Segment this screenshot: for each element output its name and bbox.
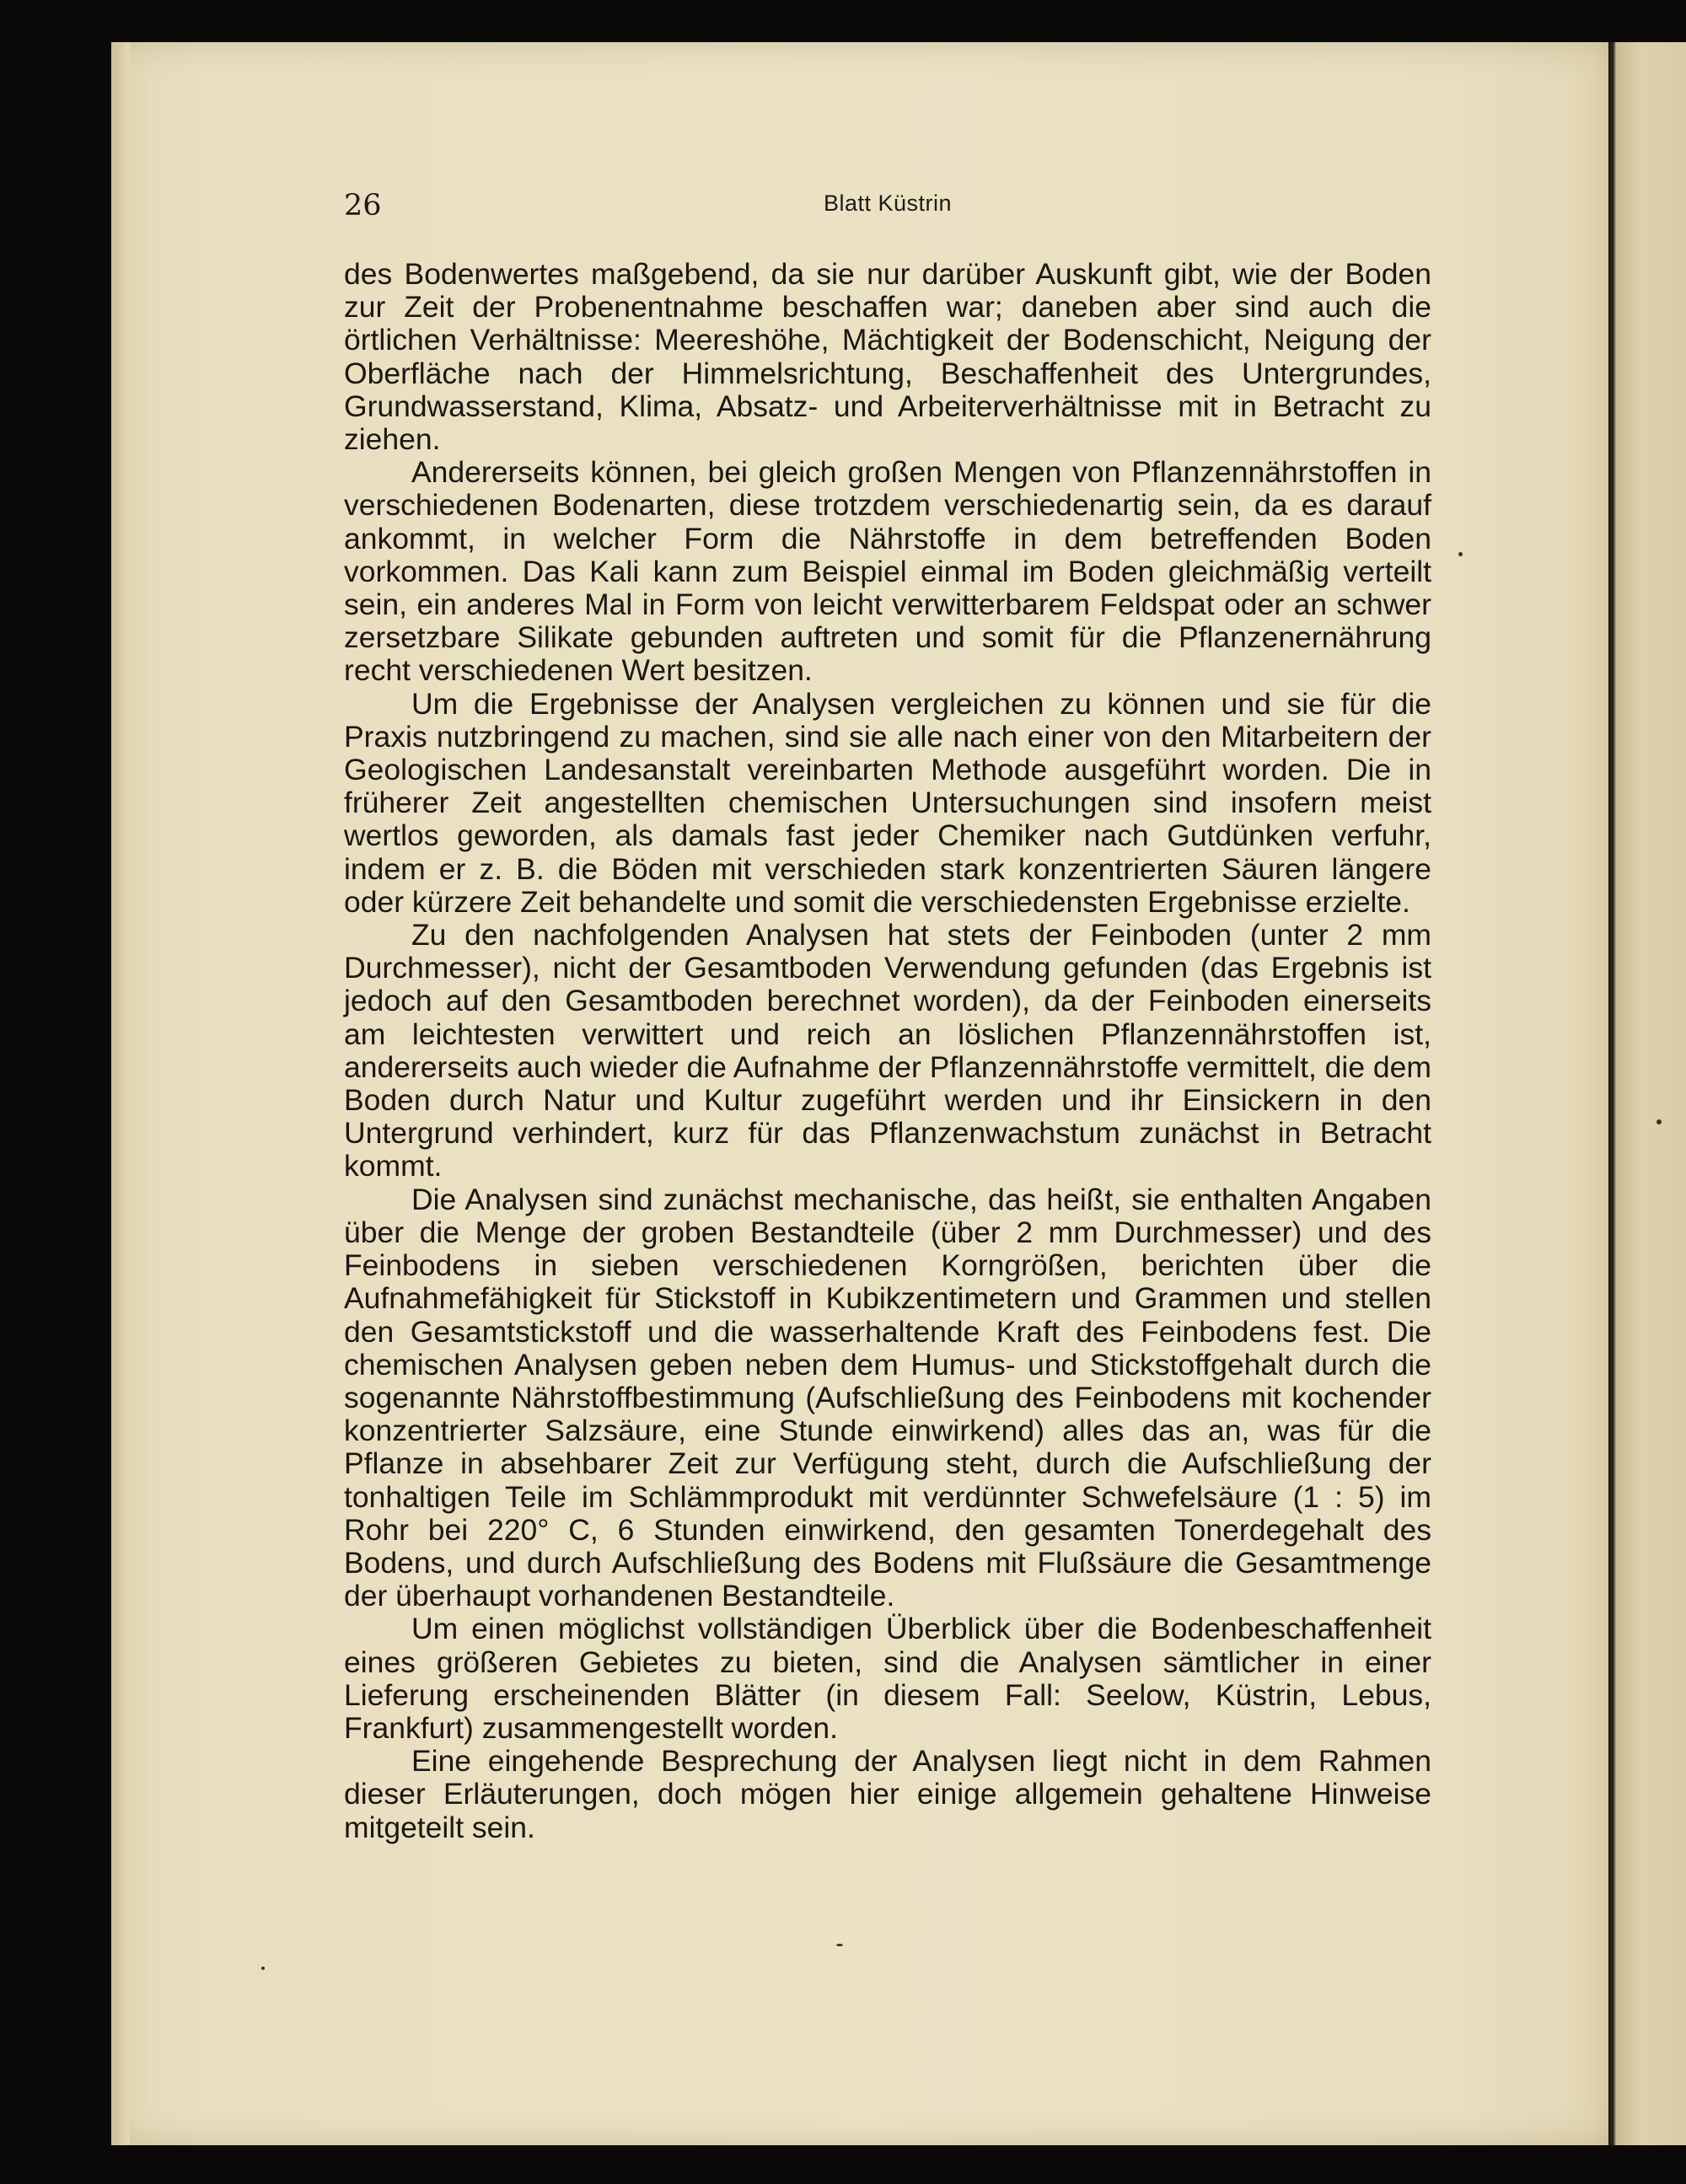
paragraph-2: Andererseits können, bei gleich großen Mengen von Pflanzennährstoffen in verschiedenen Bodenarten, diese trotzdem verschiedenartig sein, da es darauf ankommt, in welcher Form die Nährstoffe in dem betreffenden Boden vorkommen. Das Kali kann zum Beispiel einmal im Boden gleichmäßig verteilt sein, ein anderes Mal in Form von leicht verwitterbarem Feldspat oder an schwer zersetzbare Silikate gebunden auftreten und somit für die Pflanzenernährung recht verschiedenen Wert besitzen. bbox=[344, 455, 1431, 688]
paragraph-1: des Bodenwertes maßgebend, da sie nur darüber Auskunft gibt, wie der Boden zur Zeit der Probenentnahme beschaffen war; daneben aber sind auch die örtlichen Verhältnisse: Meereshöhe, Mächtigkeit der Bodenschicht, Neigung der Oberfläche nach der Himmelsrichtung, Beschaffenheit des Untergrundes, Grundwasserstand, Klima, Absatz- und Arbeiterverhältnisse mit in Betracht zu ziehen. bbox=[344, 257, 1431, 457]
running-title: Blatt Küstrin bbox=[823, 190, 953, 216]
paragraph-4: Zu den nachfolgenden Analysen hat stets der Feinboden (unter 2 mm Durchmesser), nicht der Gesamtboden Verwendung gefunden (das Ergebnis ist jedoch auf den Gesamtboden berechnet worden), da der Feinboden einerseits am leichtesten verwittert und reich an löslichen Pflanzennährstoffen ist, andererseits auch wieder die Aufnahme der Pflanzennährstoffe vermittelt, die dem Boden durch Natur und Kultur zugeführt werden und ihr Einsickern in den Untergrund verhindert, kurz für das Pflanzenwachstum zunächst in Betracht kommt. bbox=[344, 918, 1431, 1183]
paper-speck bbox=[1656, 1119, 1662, 1124]
page-edge bbox=[111, 42, 130, 2145]
paper-speck bbox=[1458, 552, 1463, 556]
adjacent-page-edge bbox=[1610, 42, 1686, 2145]
paragraph-7: Eine eingehende Besprechung der Analysen liegt nicht in dem Rahmen dieser Erläuterungen, doch mögen hier einige allgemein gehaltene Hinweise mitgeteilt sein. bbox=[344, 1744, 1431, 1844]
page-header bbox=[344, 187, 1431, 229]
paragraph-3: Um die Ergebnisse der Analysen vergleichen zu können und sie für die Praxis nutzbringend zu machen, sind sie alle nach einer von den Mitarbeitern der Geologischen Landesanstalt vereinbarten Methode ausgeführt worden. Die in früherer Zeit angestellten chemischen Untersuchungen sind insofern meist wertlos geworden, als damals fast jeder Chemiker nach Gutdünken verfuhr, indem er z. B. die Böden mit verschieden stark konzentrierten Säuren längere oder kürzere Zeit behandelte und somit die verschiedensten Ergebnisse erzielte. bbox=[344, 686, 1431, 919]
paper-speck bbox=[836, 1944, 843, 1946]
body-text bbox=[344, 258, 1431, 1844]
paragraph-5: Die Analysen sind zunächst mechanische, das heißt, sie enthalten Angaben über die Menge der groben Bestandteile (über 2 mm Durchmesser) und des Feinbodens in sieben verschiedenen Korngrößen, berichten über die Aufnahmefähigkeit für Stickstoff in Kubikzentimetern und Grammen und stellen den Gesamtstickstoff und die wasserhaltende Kraft des Feinbodens fest. Die chemischen Analysen geben neben dem Humus- und Stickstoffgehalt durch die sogenannte Nährstoffbestimmung (Aufschließung des Feinbodens mit kochender konzentrierter Salzsäure, eine Stunde einwirkend) alles das an, was für die Pflanze in absehbarer Zeit zur Verfügung steht, durch die Aufschließung der tonhaltigen Teile im Schlämmprodukt mit verdünnter Schwefelsäure (1 : 5) im Rohr bei 220° C, 6 Stunden einwirkend, den gesamten Tonerdegehalt des Bodens, und durch Aufschließung des Bodens mit Flußsäure die Gesamtmenge der überhaupt vorhandenen Bestandteile. bbox=[344, 1182, 1431, 1613]
paper-speck bbox=[261, 1967, 265, 1970]
page-number: 26 bbox=[344, 189, 382, 223]
paragraph-6: Um einen möglichst vollständigen Überblick über die Bodenbeschaffenheit eines größeren Gebietes zu bieten, sind die Analysen sämtlicher in einer Lieferung erscheinenden Blätter (in diesem Fall: Seelow, Küstrin, Lebus, Frankfurt) zusammengestellt worden. bbox=[344, 1612, 1431, 1745]
